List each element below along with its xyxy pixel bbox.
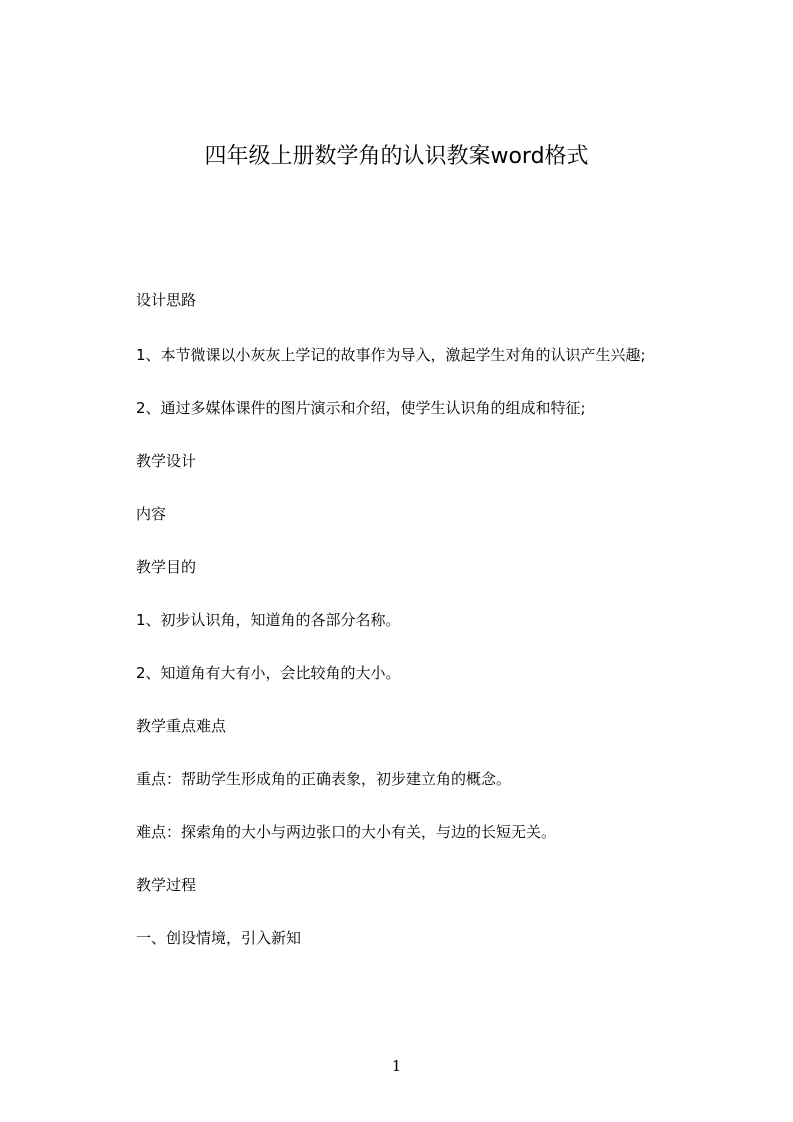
paragraph-teaching-goal-2: 2、知道角有大有小，会比较角的大小。 [136, 664, 401, 682]
paragraph-teaching-goal-heading: 教学目的 [136, 558, 197, 576]
document-title: 四年级上册数学角的认识教案word格式 [204, 144, 589, 169]
paragraph-design-idea-1: 1、本节微课以小灰灰上学记的故事作为导入，激起学生对角的认识产生兴趣; [136, 346, 646, 364]
paragraph-design-idea-2: 2、通过多媒体课件的图片演示和介绍，使学生认识角的组成和特征; [136, 399, 586, 417]
paragraph-key-point: 重点：帮助学生形成角的正确表象，初步建立角的概念。 [136, 770, 512, 788]
page-number: 1 [391, 1057, 402, 1075]
paragraph-teaching-design-heading: 教学设计 [136, 452, 197, 470]
paragraph-step-1-heading: 一、创设情境，引入新知 [136, 929, 302, 947]
paragraph-key-points-heading: 教学重点难点 [136, 717, 227, 735]
paragraph-difficult-point: 难点：探索角的大小与两边张口的大小有关，与边的长短无关。 [136, 823, 557, 841]
paragraph-teaching-goal-1: 1、初步认识角，知道角的各部分名称。 [136, 611, 401, 629]
paragraph-design-idea-heading: 设计思路 [136, 291, 197, 309]
paragraph-teaching-process-heading: 教学过程 [136, 876, 197, 894]
paragraph-content-heading: 内容 [136, 505, 167, 523]
